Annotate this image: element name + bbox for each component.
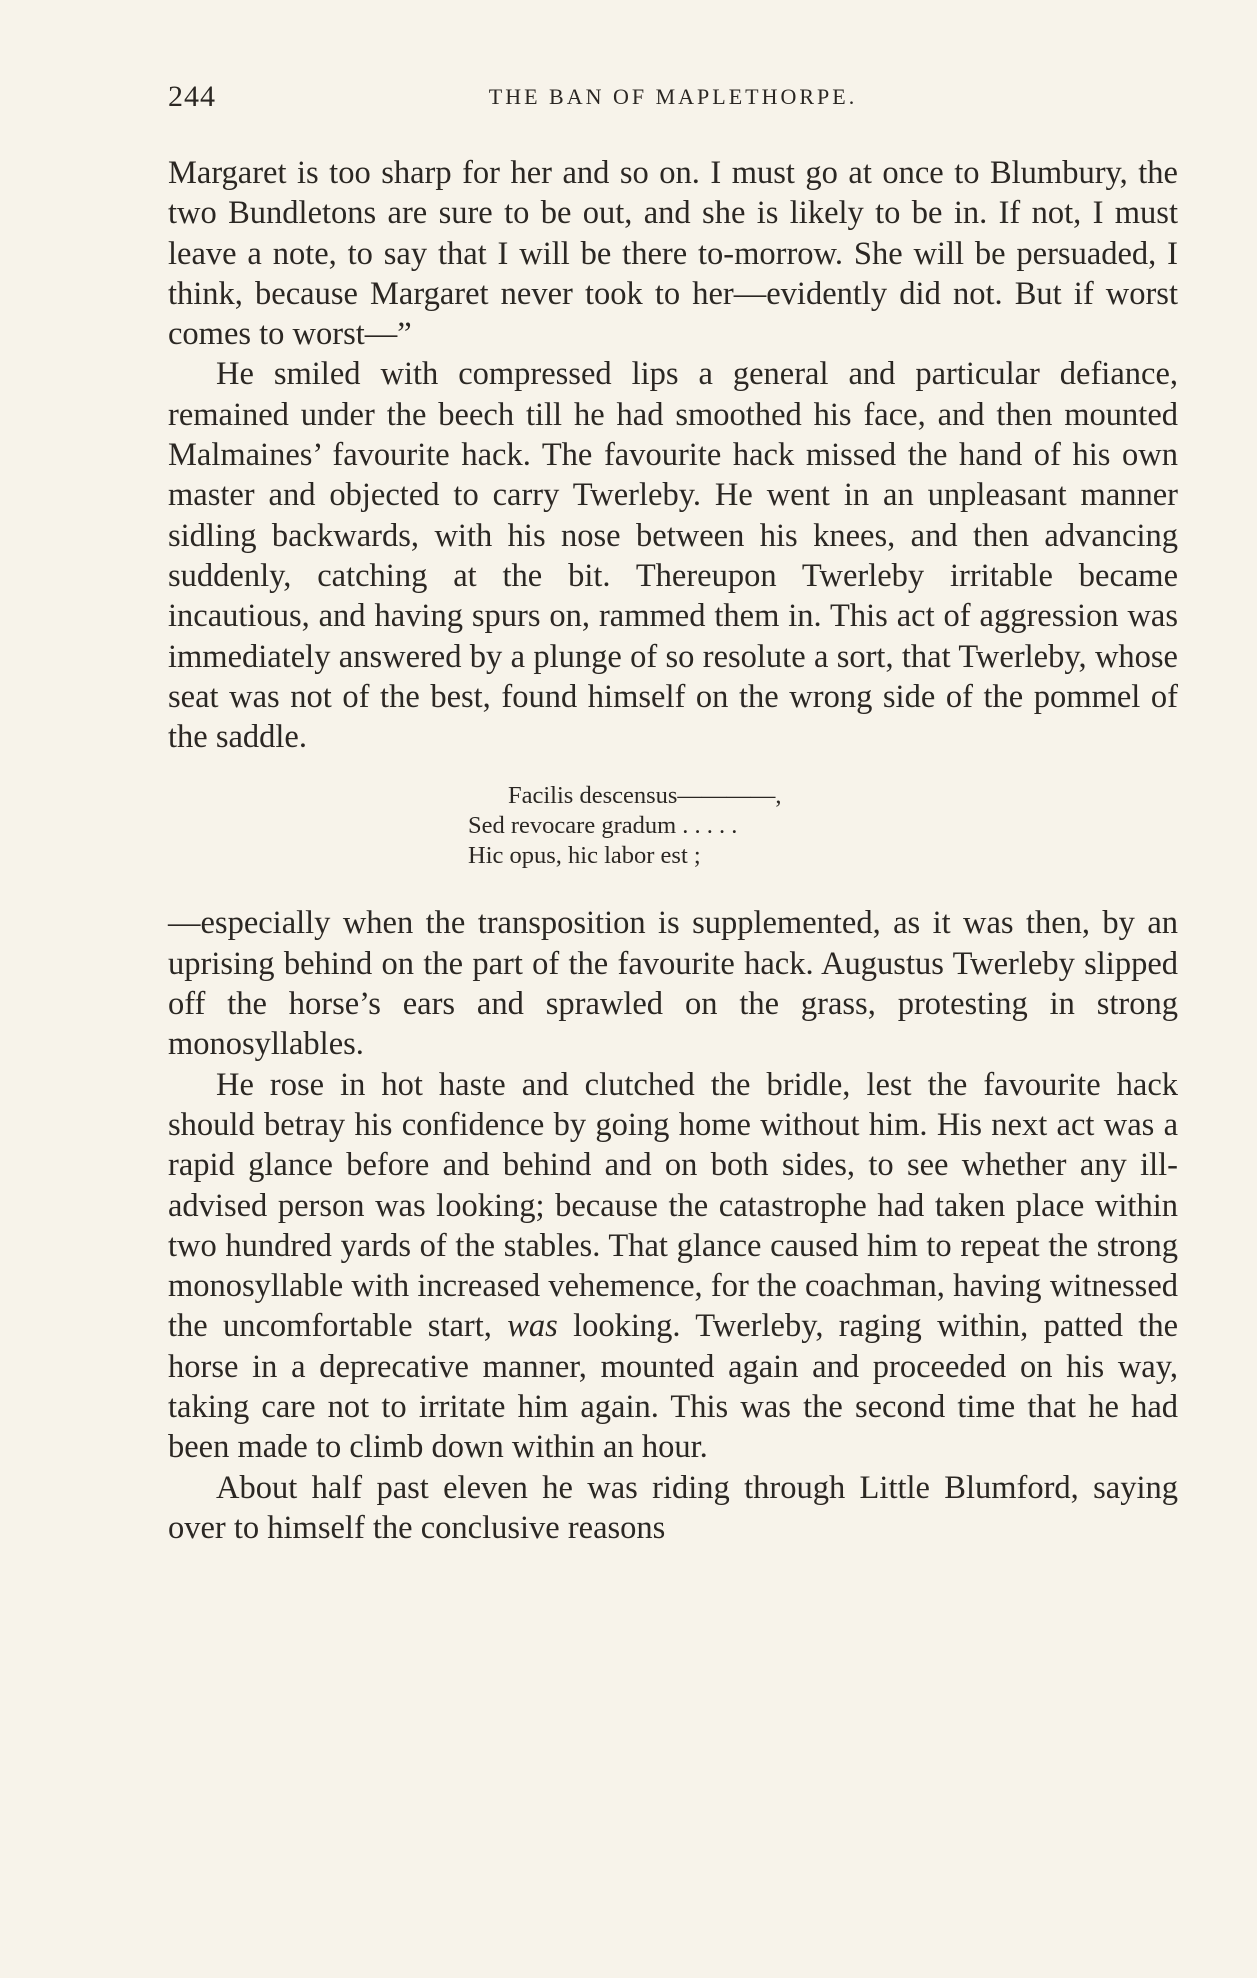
paragraph-2: He smiled with compressed lips a general and particular defiance, remained under the beech till he had smoothed his face, and then mounted Malmaines’ favourite hack. The favourite hack missed the hand of his own master and objected to carry Twerleby. He went in an unpleasant manner sidling backwards, with his nose between his knees, and then advancing suddenly, catching at the bit. Thereupon Twerleby irritable became incautious, and having spurs on, rammed them in. This act of aggression was immediately answered by a plunge of so resolute a sort, that Twerleby, whose seat was not of the best, found himself on the wrong side of the pommel of the saddle. (168, 356, 1178, 756)
latin-verse-quotation (168, 781, 1178, 871)
paragraph-4 (168, 1065, 1178, 1468)
paragraph-4-part-1: He rose in hot haste and clutched the bridle, lest the favourite hack should betray his confidence by going home without him. His next act was a rapid glance before and behind and on both sides, to see whether any ill-advised person was looking; because the catastrophe had taken place within two hundred yards of the stables. That glance caused him to repeat the strong monosyllable with increased vehemence, for the coachman, having witnessed the uncomfortable start, (168, 1066, 1178, 1345)
verse-line-3: Hic opus, hic labor est ; (468, 842, 701, 870)
paragraph-3: —especially when the transposition is supplemented, as it was then, by an uprising behind on the part of the favourite hack. Augustus Twerleby slipped off the horse’s ears and sprawled on the grass, protesting in strong monosyllables. (168, 905, 1178, 1063)
paragraph-4-part-2: looking. Twerleby, raging within, patted the horse in a deprecative manner, mounted again and proceeded on his way, taking care not to irritate him again. This was the second time that he had been made to climb down within an hour. (168, 1308, 1178, 1466)
paragraph-5: About half past eleven he was riding through Little Blumford, saying over to himself the conclusive reasons (168, 1469, 1178, 1546)
page-number: 244 (168, 80, 216, 113)
verse-line-1: Facilis descensus————, (508, 782, 782, 810)
page-header (168, 80, 1178, 120)
running-title: THE BAN OF MAPLETHORPE. (488, 84, 858, 109)
verse-line-2: Sed revocare gradum . . . . . (468, 812, 738, 840)
paragraph-1: Margaret is too sharp for her and so on. I must go at once to Blumbury, the two Bundletons are sure to be out, and she is likely to be in. If not, I must leave a note, to say that I will be there to-morrow. She will be persuaded, I think, because Margaret never took to her—evidently did not. But if worst comes to worst—” (168, 155, 1178, 353)
body-text (168, 153, 1178, 1548)
paragraph-4-italic-word: was (507, 1308, 558, 1345)
